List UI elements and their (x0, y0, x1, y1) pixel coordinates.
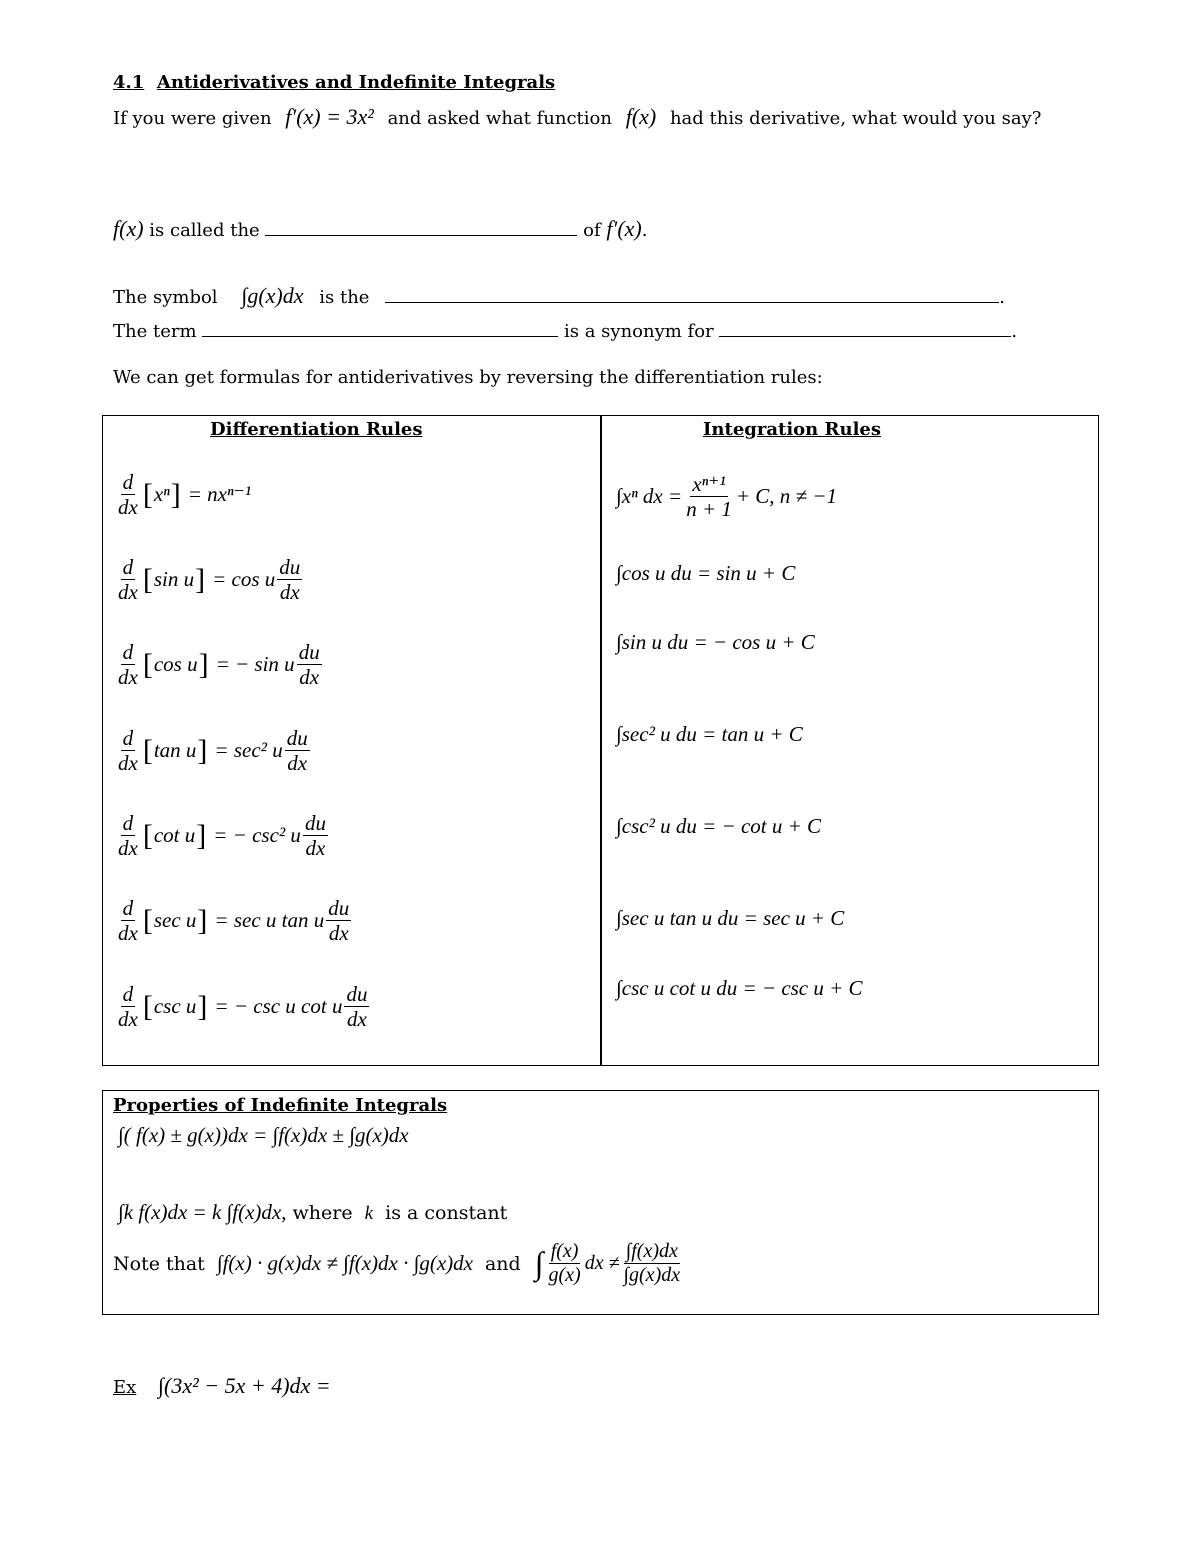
differentiation-rule: $\frac{d}{dx}$ [ xⁿ ] = nxⁿ⁻¹ (118, 470, 252, 520)
intro-text-3: had this derivative, what would you say? (669, 108, 1042, 129)
dx-denominator: dx (118, 495, 138, 520)
integration-rule: ∫sec u tan u du = sec u + C (616, 906, 845, 930)
note-line (113, 1240, 684, 1287)
power-rest: + C, n ≠ −1 (735, 484, 837, 509)
page-title (113, 72, 555, 93)
example-line (113, 1373, 331, 1399)
intro-line (113, 104, 1041, 130)
symbol-text: The symbol (113, 287, 218, 308)
table-divider (600, 416, 602, 1065)
derivative-result: = − csc u cot u (214, 994, 343, 1019)
integral-symbol: ∫g(x)dx (241, 283, 304, 308)
power-lhs: ∫xⁿ dx = (616, 484, 683, 509)
d-numerator: d (122, 726, 134, 750)
integration-rule: ∫cos u du = sin u + C (616, 561, 796, 585)
section-title: Antiderivatives and Indefinite Integrals (156, 72, 556, 93)
rhs-denominator: ∫g(x)dx (623, 1264, 681, 1286)
du-numerator: du (328, 896, 350, 920)
du-denominator: dx (287, 751, 308, 776)
du-denominator: dx (279, 580, 300, 605)
power-denominator: n + 1 (686, 497, 732, 522)
differentiation-rule: $\frac{d}{dx}$ [ cot u ] = − csc² u $\frac{du}{dx}$ (118, 811, 326, 861)
dx-denominator: dx (118, 751, 138, 776)
dx-denominator: dx (118, 836, 138, 861)
term-blank[interactable] (202, 318, 558, 337)
integration-rule: ∫csc u cot u du = − csc u + C (616, 976, 863, 1000)
differentiation-rule: $\frac{d}{dx}$ [ csc u ] = − csc u cot u $\frac{du}{dx}$ (118, 982, 368, 1032)
differentiation-header: Differentiation Rules (210, 419, 423, 440)
function-f-prime: f′(x) (606, 216, 642, 241)
bracket-argument: csc u (153, 994, 197, 1019)
term-line (113, 318, 1017, 342)
product-inequality: ∫f(x) · g(x)dx ≠ ∫f(x)dx · ∫g(x)dx (216, 1251, 473, 1275)
du-denominator: dx (299, 665, 320, 690)
differentiation-rule: $\frac{d}{dx}$ [ sin u ] = cos u $\frac{du}{dx}$ (118, 555, 301, 605)
and-text: and (484, 1252, 521, 1275)
du-numerator: du (298, 640, 320, 664)
antiderivative-blank[interactable] (265, 217, 577, 236)
integration-rule: ∫sin u du = − cos u + C (616, 630, 815, 654)
bracket-argument: sin u (153, 567, 195, 592)
bracket-argument: xⁿ (153, 482, 170, 507)
du-numerator: du (304, 811, 326, 835)
note-label: Note that (113, 1252, 205, 1275)
differentiation-rule: $\frac{d}{dx}$ [ tan u ] = sec² u $\frac{du}{dx}$ (118, 726, 308, 776)
function-f: f(x) (113, 216, 144, 241)
sum-rule: ∫( f(x) ± g(x))dx = ∫f(x)dx ± ∫g(x)dx (118, 1123, 409, 1147)
derivative-result: = sec² u (214, 738, 283, 763)
term-text: The term (113, 321, 197, 342)
reversing-text: We can get formulas for antiderivatives by reversing the differentiation rules: (113, 367, 823, 388)
d-numerator: d (122, 470, 134, 494)
section-number: 4.1 (113, 72, 145, 93)
bracket-argument: tan u (153, 738, 197, 763)
integration-rule: ∫csc² u du = − cot u + C (616, 814, 822, 838)
quotient-numerator: f(x) (550, 1240, 579, 1262)
integration-rule-power (616, 472, 837, 521)
du-numerator: du (346, 982, 368, 1006)
intro-text-2: and asked what function (387, 108, 612, 129)
symbol-line (113, 283, 1005, 309)
d-numerator: d (122, 982, 134, 1006)
derivative-result: = nxⁿ⁻¹ (187, 482, 252, 507)
d-numerator: d (122, 555, 134, 579)
bracket-argument: cot u (153, 823, 196, 848)
differentiation-rule: $\frac{d}{dx}$ [ sec u ] = sec u tan u $\frac{du}{dx}$ (118, 896, 350, 946)
synonym-text: is a synonym for (564, 321, 714, 342)
properties-title: Properties of Indefinite Integrals (113, 1095, 448, 1116)
constant-rule (118, 1200, 507, 1225)
synonym-blank[interactable] (719, 318, 1011, 337)
quotient-denominator: g(x) (548, 1264, 581, 1286)
is-the-text: is the (319, 287, 370, 308)
bracket-argument: sec u (153, 908, 197, 933)
quotient-integral-sign: ∫ (534, 1245, 544, 1281)
intro-text-1: If you were given (113, 108, 272, 129)
quotient-dx: dx ≠ (584, 1252, 620, 1274)
dx-denominator: dx (118, 1007, 138, 1032)
constant-rule-expr: ∫k f(x)dx = k ∫f(x)dx, (118, 1200, 287, 1224)
example-expression: ∫(3x² − 5x + 4)dx = (158, 1373, 331, 1398)
du-denominator: dx (328, 921, 349, 946)
period: . (1011, 321, 1018, 342)
dx-denominator: dx (118, 665, 138, 690)
period: . (641, 220, 648, 241)
du-denominator: dx (305, 836, 326, 861)
d-numerator: d (122, 811, 134, 835)
power-numerator: xⁿ⁺¹ (692, 472, 726, 496)
period: . (999, 287, 1005, 308)
dx-denominator: dx (118, 921, 138, 946)
differentiation-rule: $\frac{d}{dx}$ [ cos u ] = − sin u $\frac{du}{dx}$ (118, 640, 320, 690)
d-numerator: d (122, 896, 134, 920)
indefinite-integral-blank[interactable] (385, 284, 999, 303)
called-text: is called the (149, 220, 260, 241)
example-label: Ex (113, 1377, 137, 1398)
integration-header: Integration Rules (703, 419, 881, 440)
integration-rule: ∫sec² u du = tan u + C (616, 722, 803, 746)
function-f: f(x) (625, 104, 657, 129)
derivative-result: = sec u tan u (214, 908, 325, 933)
d-numerator: d (122, 640, 134, 664)
of-text: of (583, 220, 601, 241)
du-numerator: du (286, 726, 308, 750)
constant-text: is a constant (385, 1202, 508, 1224)
called-line (113, 216, 647, 242)
bracket-argument: cos u (153, 652, 198, 677)
dx-denominator: dx (118, 580, 138, 605)
k-symbol: k (364, 1203, 374, 1224)
where-text: where (292, 1202, 353, 1224)
du-denominator: dx (347, 1007, 367, 1032)
given-derivative: f′(x) = 3x² (285, 104, 374, 129)
du-numerator: du (279, 555, 301, 579)
derivative-result: = cos u (212, 567, 276, 592)
rhs-numerator: ∫f(x)dx (625, 1240, 678, 1262)
derivative-result: = − sin u (215, 652, 295, 677)
derivative-result: = − csc² u (213, 823, 301, 848)
